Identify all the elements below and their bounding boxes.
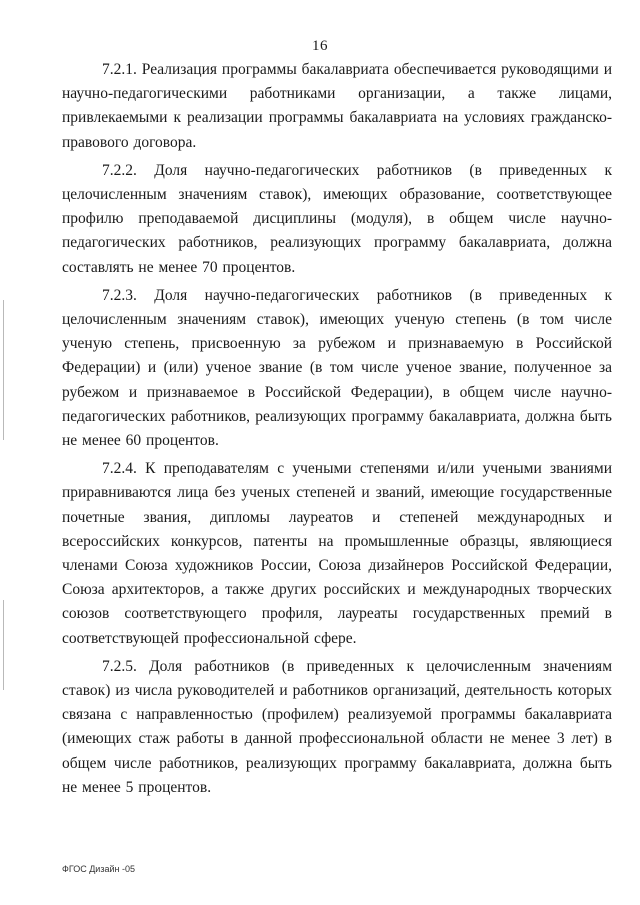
paragraph-7-2-4: 7.2.4. К преподавателям с учеными степенями и/или учеными званиями приравниваются лица без ученых степеней и званий, имеющие государственные почетные звания, дипломы лауреатов и степеней международных и всероссийских конкурсов, патенты на промышленные образцы, являющиеся членами Союза художников России, Союза дизайнеров Российской Федерации, Союза архитекторов, а также других российских и международных творческих союзов соответствующего профиля, лауреаты государственных премий в соответствующей профессиональной сфере. <box>62 460 612 647</box>
paragraph-7-2-2: 7.2.2. Доля научно-педагогических работников (в приведенных к целочисленным значениям ставок), имеющих образование, соответствующее профилю преподаваемой дисциплины (модуля), в общем числе научно-педагогических работников, реализующих программу бакалавриата, должна составлять не менее 70 процентов. <box>62 161 612 276</box>
scan-edge-mark <box>3 600 4 690</box>
page-number: 16 <box>312 38 328 54</box>
paragraph-7-2-3: 7.2.3. Доля научно-педагогических работников (в приведенных к целочисленным значениям ставок), имеющих ученую степень (в том числе ученую степень, присвоенную за рубежом и признаваемую в Российской Федерации) и (или) ученое звание (в том числе ученое звание, полученное за рубежом и признаваемое в Российской Федерации), в общем числе научно-педагогических работников, реализующих программу бакалавриата, должна быть не менее 60 процентов. <box>62 286 612 450</box>
scan-edge-mark <box>3 300 4 440</box>
paragraph-7-2-1: 7.2.1. Реализация программы бакалавриата обеспечивается руководящими и научно-педагогическими работниками организации, а также лицами, привлекаемыми к реализации программы бакалавриата на условиях гражданско-правового договора. <box>62 61 612 151</box>
page-footer: ФГОС Дизайн -05 <box>62 864 135 874</box>
document-body <box>62 58 612 800</box>
paragraph-7-2-5: 7.2.5. Доля работников (в приведенных к целочисленным значениям ставок) из числа руководителей и работников организаций, деятельность которых связана с направленностью (профилем) реализуемой программы бакалавриата (имеющих стаж работы в данной профессиональной области не менее 3 лет) в общем числе работников, реализующих программу бакалавриата, должна быть не менее 5 процентов. <box>62 657 612 796</box>
